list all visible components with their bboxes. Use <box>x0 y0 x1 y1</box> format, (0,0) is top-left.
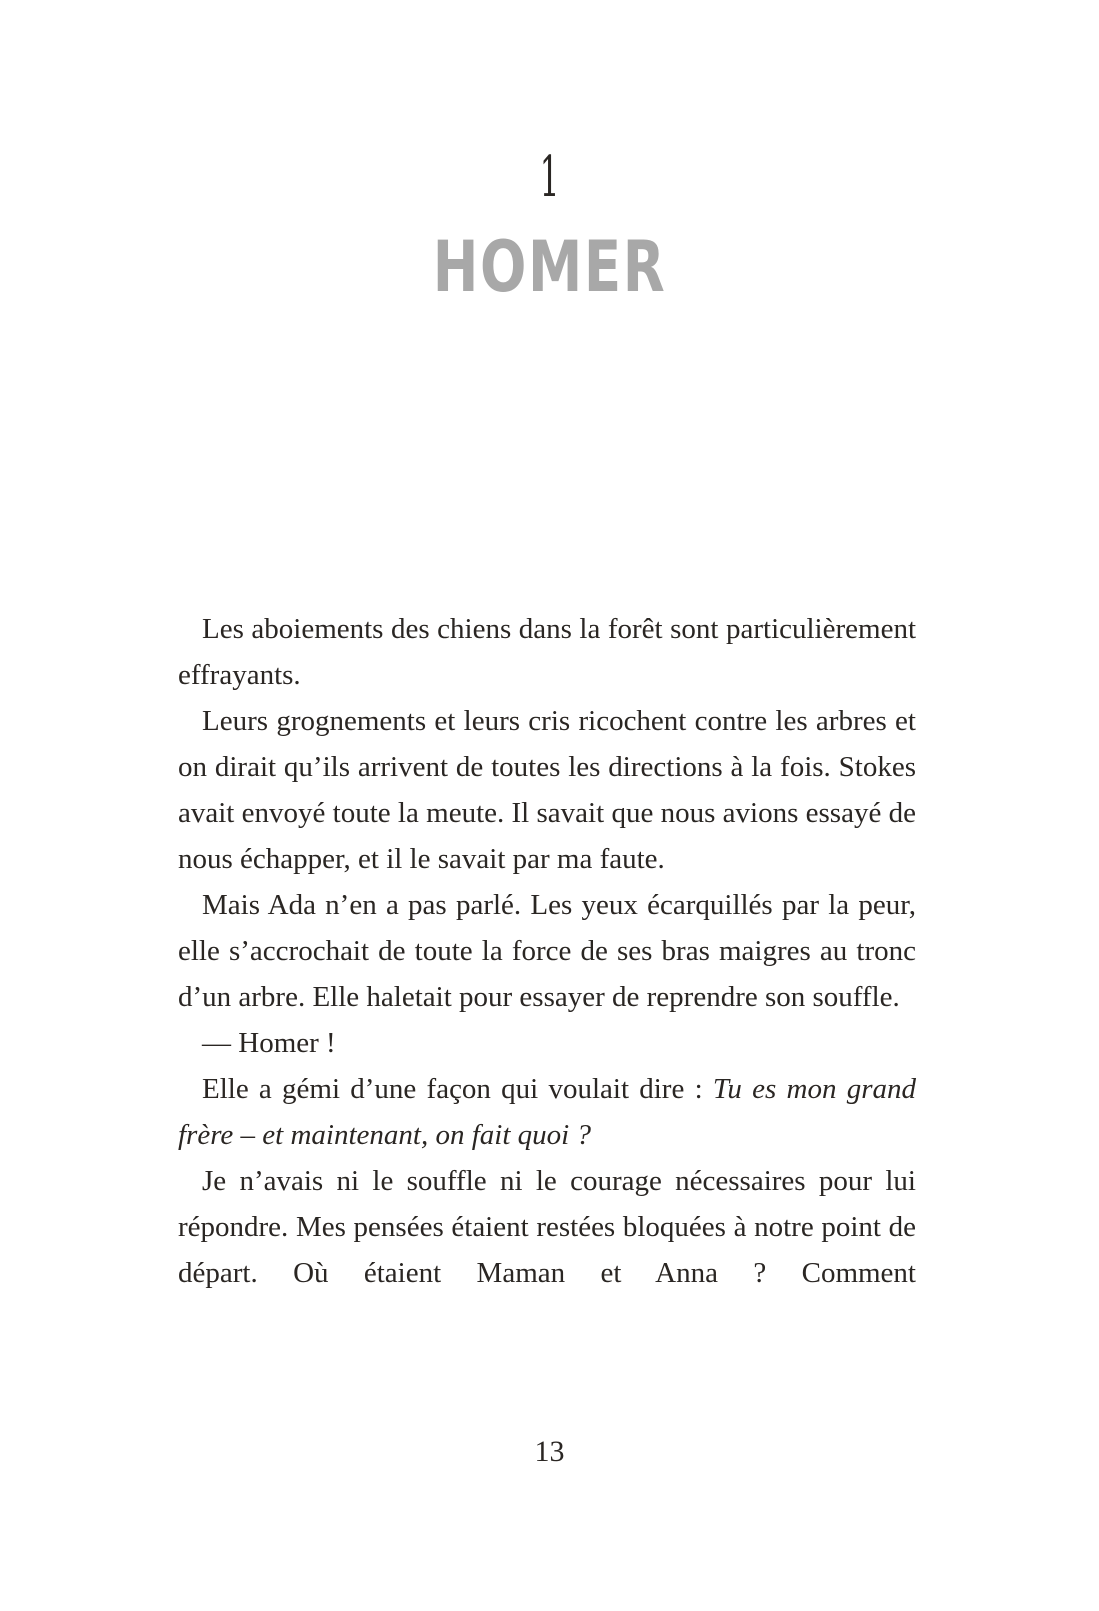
paragraph: Je n’avais ni le souffle ni le courage nécessaires pour lui répondre. Mes pensées étaient restées bloquées à notre point de départ. Où étaient Maman et Anna ? Comment <box>178 1165 916 1289</box>
body-text <box>178 606 916 1296</box>
paragraph: Mais Ada n’en a pas parlé. Les yeux écarquillés par la peur, elle s’accrochait de toute la force de ses bras maigres au tronc d’un arbre. Elle haletait pour essayer de reprendre son souffle. <box>178 889 916 1013</box>
page-number: 13 <box>534 1435 565 1468</box>
italic-thought: Tu es mon grand frère – et maintenant, on fait quoi ? <box>178 1073 917 1151</box>
paragraph: Les aboiements des chiens dans la forêt sont particulièrement effrayants. <box>178 613 916 691</box>
paragraph: Leurs grognements et leurs cris ricochent contre les arbres et on dirait qu’ils arrivent de toutes les directions à la fois. Stokes avait envoyé toute la meute. Il savait que nous avions essayé de nous échapper, et il le savait par ma faute. <box>178 705 916 875</box>
paragraph: Elle a gémi d’une façon qui voulait dire : Tu es mon grand frère – et maintenant, on fait quoi ? <box>178 1073 917 1151</box>
chapter-title: HOMER <box>432 226 667 308</box>
chapter-number: 1 <box>539 145 560 210</box>
paragraph: — Homer ! <box>202 1027 336 1059</box>
